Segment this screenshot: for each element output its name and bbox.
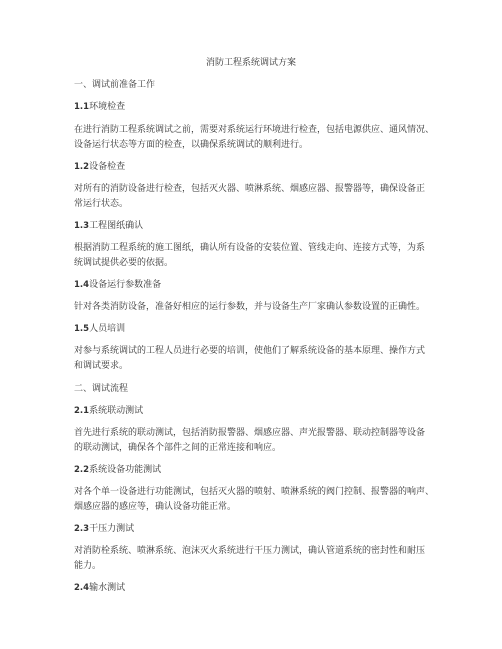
subsection-number: 1.2 bbox=[74, 162, 90, 172]
subsection-number: 1.1 bbox=[74, 102, 90, 112]
paragraph-line: 对各个单一设备进行功能测试，包括灭火器的喷射、喷淋系统的阀门控制、报警器的响声、 bbox=[74, 487, 435, 497]
paragraph-line: 对参与系统调试的工程人员进行必要的培训，使他们了解系统设备的基本原理、操作方式 bbox=[74, 346, 426, 356]
subsection-number: 1.3 bbox=[74, 221, 90, 231]
subsection-heading bbox=[74, 464, 161, 476]
section-heading: 二、调试流程 bbox=[74, 384, 129, 394]
subsection-title: 输水测试 bbox=[89, 583, 126, 593]
subsection-title: 系统设备功能测试 bbox=[89, 465, 162, 475]
subsection-heading bbox=[74, 101, 125, 113]
subsection-title: 工程图纸确认 bbox=[89, 221, 144, 231]
subsection-number: 1.5 bbox=[74, 324, 90, 334]
subsection-number: 2.3 bbox=[74, 524, 90, 534]
subsection-title: 设备检查 bbox=[89, 162, 126, 172]
subsection-heading bbox=[74, 279, 161, 291]
subsection-title: 人员培训 bbox=[89, 324, 126, 334]
paragraph-line: 对所有的消防设备进行检查，包括灭火器、喷淋系统、烟感应器、报警器等，确保设备正 bbox=[74, 184, 426, 194]
subsection-number: 2.1 bbox=[74, 406, 90, 416]
subsection-heading bbox=[74, 523, 134, 535]
subsection-heading bbox=[74, 161, 125, 173]
document-title: 消防工程系统调试方案 bbox=[205, 58, 296, 68]
subsection-title: 设备运行参数准备 bbox=[89, 280, 162, 290]
paragraph-line: 的联动测试，确保各个部件之间的正常连接和响应。 bbox=[74, 443, 282, 453]
paragraph-line: 根据消防工程系统的施工图纸，确认所有设备的安装位置、管线走向、连接方式等，为系 bbox=[74, 243, 426, 253]
subsection-number: 2.2 bbox=[74, 465, 90, 475]
section-heading: 一、调试前准备工作 bbox=[74, 80, 156, 90]
subsection-title: 系统联动测试 bbox=[89, 406, 144, 416]
paragraph-line: 和调试要求。 bbox=[74, 361, 129, 371]
paragraph-line: 首先进行系统的联动测试，包括消防报警器、烟感应器、声光报警器、联动控制器等设备 bbox=[74, 428, 426, 438]
subsection-heading bbox=[74, 220, 143, 232]
subsection-heading bbox=[74, 323, 125, 335]
subsection-heading bbox=[74, 582, 125, 594]
paragraph-line: 对消防栓系统、喷淋系统、泡沫灭火系统进行干压力测试，确认管道系统的密封性和耐压 bbox=[74, 546, 426, 556]
paragraph-line: 统调试提供必要的依据。 bbox=[74, 258, 174, 268]
paragraph-line: 烟感应器的感应等，确认设备功能正常。 bbox=[74, 502, 237, 512]
paragraph-line: 常运行状态。 bbox=[74, 199, 129, 209]
paragraph-line: 在进行消防工程系统调试之前，需要对系统运行环境进行检查，包括电源供应、通风情况、 bbox=[74, 125, 435, 135]
subsection-title: 干压力测试 bbox=[89, 524, 135, 534]
subsection-number: 1.4 bbox=[74, 280, 90, 290]
subsection-heading bbox=[74, 405, 143, 417]
subsection-title: 环境检查 bbox=[89, 102, 126, 112]
paragraph-line: 针对各类消防设备，准备好相应的运行参数，并与设备生产厂家确认参数设置的正确性。 bbox=[74, 302, 426, 312]
paragraph-line: 能力。 bbox=[74, 561, 102, 571]
paragraph-line: 设备运行状态等方面的检查，以确保系统调试的顺利进行。 bbox=[74, 140, 309, 150]
subsection-number: 2.4 bbox=[74, 583, 90, 593]
